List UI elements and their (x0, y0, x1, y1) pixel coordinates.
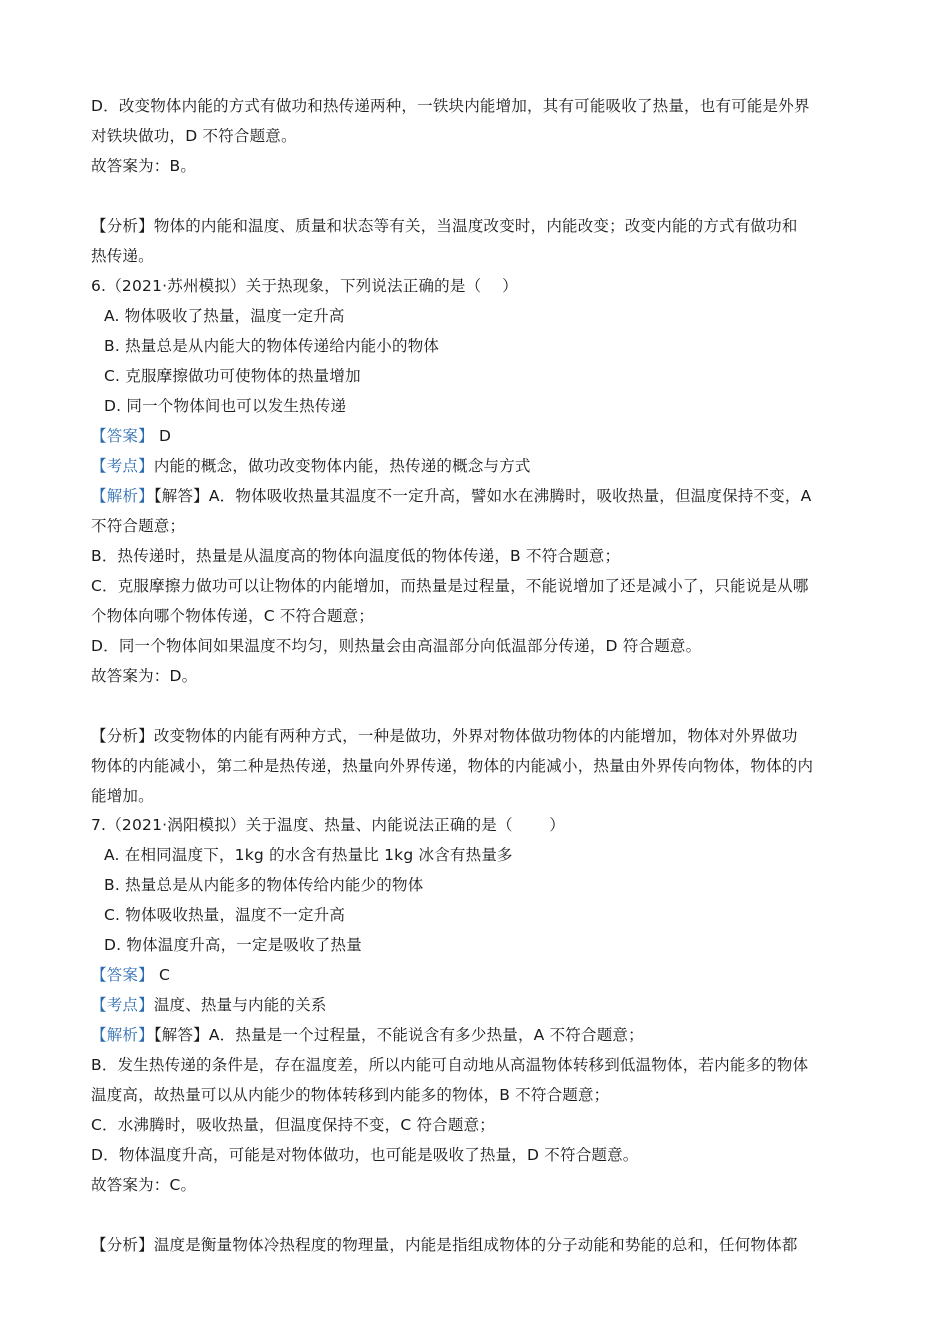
q6-stem: 6.（2021·苏州模拟）关于热现象，下列说法正确的是（ ） (91, 277, 518, 295)
q7-b-line2: 温度高，故热量可以从内能少的物体转移到内能多的物体，B 不符合题意； (91, 1086, 610, 1104)
answer-tag: 【答案】 (91, 427, 154, 445)
q6-analysis-line3: 能增加。 (91, 787, 154, 805)
q6-solution-line1: 【解析】【解答】A．物体吸收热量其温度不一定升高，譬如水在沸腾时，吸收热量，但温度保持不变，A (91, 487, 812, 505)
solution-tag: 【解析】 (91, 487, 154, 505)
solution-tag: 【解析】 (91, 1026, 154, 1044)
q7-option-c: C. 物体吸收热量，温度不一定升高 (104, 906, 346, 924)
q6-c-line1: C．克服摩擦力做功可以让物体的内能增加，而热量是过程量，不能说增加了还是减小了，只能说是从哪 (91, 577, 809, 595)
prev-final-answer: 故答案为：B。 (91, 157, 197, 175)
answer-tag: 【答案】 (91, 966, 154, 984)
q7-option-b: B. 热量总是从内能多的物体传给内能少的物体 (104, 876, 424, 894)
q6-c-line2: 个物体向哪个物体传递，C 不符合题意； (91, 607, 375, 625)
prev-analysis-line2: 热传递。 (91, 247, 154, 265)
analysis-tag: 【分析】 (91, 1236, 154, 1254)
q6-option-a: A. 物体吸收了热量，温度一定升高 (104, 307, 345, 325)
prev-analysis-line1: 【分析】物体的内能和温度、质量和状态等有关，当温度改变时，内能改变；改变内能的方式有做功和 (91, 217, 798, 235)
prev-d-line1: D．改变物体内能的方式有做功和热传递两种，一铁块内能增加，其有可能吸收了热量，也有可能是外界 (91, 97, 810, 115)
q7-stem: 7.（2021·涡阳模拟）关于温度、热量、内能说法正确的是（ ） (91, 816, 565, 834)
q7-option-d: D. 物体温度升高，一定是吸收了热量 (104, 936, 362, 954)
q6-d-line: D．同一个物体间如果温度不均匀，则热量会由高温部分向低温部分传递，D 符合题意。 (91, 637, 702, 655)
q7-final-answer: 故答案为：C。 (91, 1176, 197, 1194)
q6-final-answer: 故答案为：D。 (91, 667, 198, 685)
q7-analysis-line1: 【分析】温度是衡量物体冷热程度的物理量，内能是指组成物体的分子动能和势能的总和，任何物体都 (91, 1236, 798, 1254)
q6-option-c: C. 克服摩擦做功可使物体的热量增加 (104, 367, 361, 385)
q6-b-line: B．热传递时，热量是从温度高的物体向温度低的物体传递，B 不符合题意； (91, 547, 621, 565)
q7-option-a: A. 在相同温度下，1kg 的水含有热量比 1kg 冰含有热量多 (104, 846, 513, 864)
q7-c-line: C．水沸腾时，吸收热量，但温度保持不变，C 符合题意； (91, 1116, 495, 1134)
answer-value: C (153, 966, 170, 984)
analysis-tag: 【分析】 (91, 727, 154, 745)
answer-value: D (153, 427, 172, 445)
prev-d-line2: 对铁块做功，D 不符合题意。 (91, 127, 297, 145)
q7-b-line1: B．发生热传递的条件是，存在温度差，所以内能可自动地从高温物体转移到低温物体，若内能多的物体 (91, 1056, 809, 1074)
point-tag: 【考点】 (91, 457, 154, 475)
q7-point: 【考点】温度、热量与内能的关系 (91, 996, 327, 1014)
analysis-tag: 【分析】 (91, 217, 154, 235)
q7-solution-line1: 【解析】【解答】A．热量是一个过程量，不能说含有多少热量，A 不符合题意； (91, 1026, 644, 1044)
point-tag: 【考点】 (91, 996, 154, 1014)
q6-option-b: B. 热量总是从内能大的物体传递给内能小的物体 (104, 337, 440, 355)
q6-point: 【考点】内能的概念，做功改变物体内能，热传递的概念与方式 (91, 457, 531, 475)
q6-solution-line2: 不符合题意； (91, 517, 186, 535)
q6-answer (91, 426, 171, 446)
q7-d-line: D．物体温度升高，可能是对物体做功，也可能是吸收了热量，D 不符合题意。 (91, 1146, 639, 1164)
q7-answer (91, 965, 170, 985)
q6-analysis-line1: 【分析】改变物体的内能有两种方式，一种是做功，外界对物体做功物体的内能增加，物体对外界做功 (91, 727, 798, 745)
q6-option-d: D. 同一个物体间也可以发生热传递 (104, 397, 347, 415)
q6-analysis-line2: 物体的内能减小，第二种是热传递，热量向外界传递，物体的内能减小，热量由外界传向物体，物体的内 (91, 757, 814, 775)
